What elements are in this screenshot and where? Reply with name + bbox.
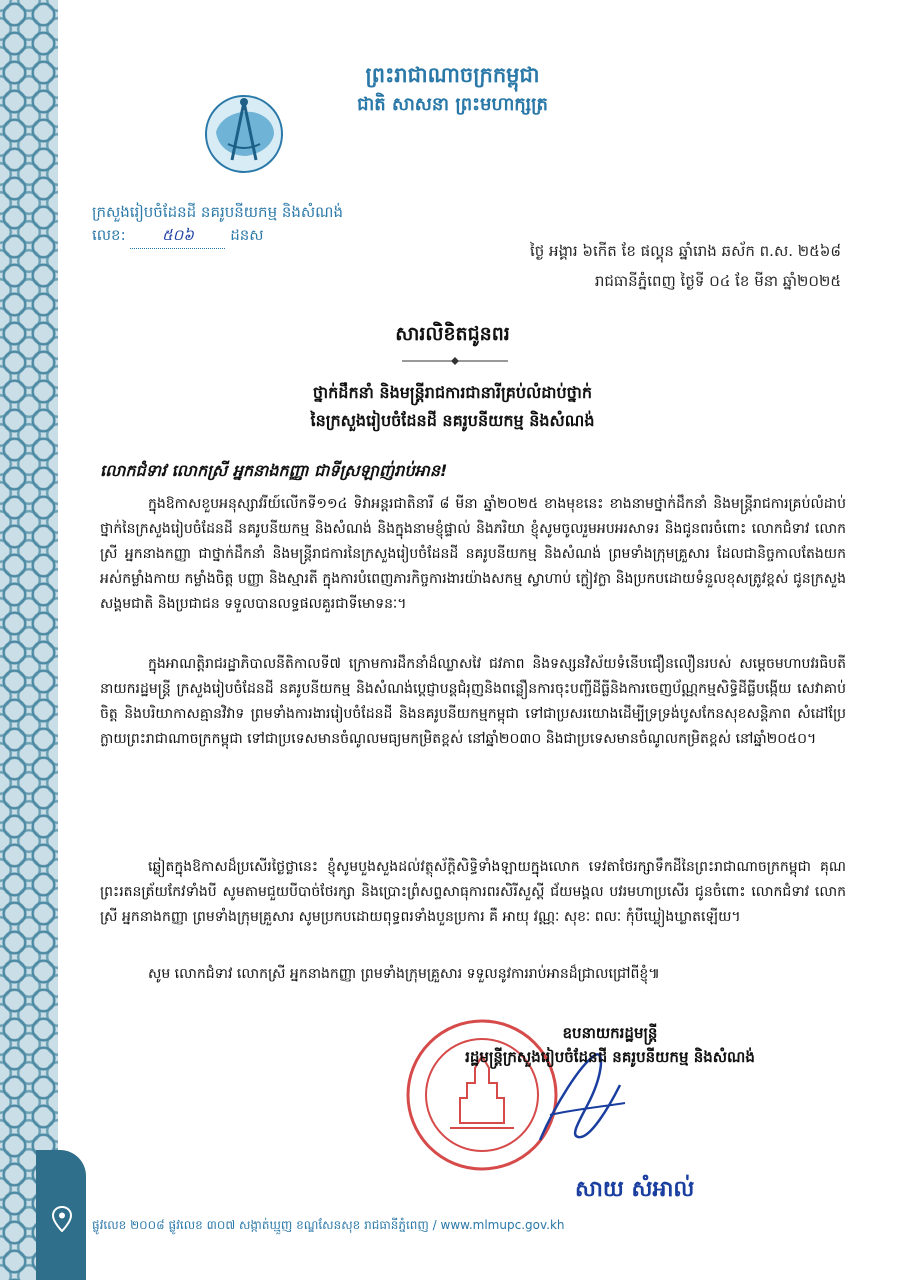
solar-date: រាជធានីភ្នំពេញ ថ្ងៃទី ០៤ ខែ មីនា ឆ្នាំ២០២៥ xyxy=(594,272,841,290)
reference-prefix: លេខ: xyxy=(92,226,126,244)
reference-suffix: ដនស xyxy=(230,226,264,244)
location-pin-icon xyxy=(52,1206,72,1232)
salutation: លោកជំទាវ លោកស្រី អ្នកនាងកញ្ញា ជាទីស្រឡាញ់រាប់អាន! xyxy=(100,461,448,480)
body-paragraph-4: សូម លោកជំទាវ លោកស្រី អ្នកនាងកញ្ញា ព្រមទាំងក្រុមគ្រួសារ ទទួលនូវការរាប់អានដ៏ជ្រាលជ្រៅពីខ្ញុំ៕ xyxy=(148,966,660,982)
signatory-title-2: រដ្ឋមន្ត្រីក្រសួងរៀបចំដែនដី នគរូបនីយកម្ម និងសំណង់ xyxy=(465,1048,755,1066)
recipient-line-1: ថ្នាក់ដឹកនាំ និងមន្ត្រីរាជការជានារីគ្រប់លំដាប់ថ្នាក់ xyxy=(312,383,593,402)
kingdom-heading: ព្រះរាជាណាចក្រកម្ពុជា xyxy=(365,63,540,87)
recipient-line-2: នៃក្រសួងរៀបចំដែនដី នគរូបនីយកម្ម និងសំណង់ xyxy=(310,411,595,430)
letter-title: សារលិខិតជូនពរ xyxy=(395,323,510,345)
decorative-border-strip xyxy=(0,0,58,1280)
ministry-name: ក្រសួងរៀបចំដែនដី នគរូបនីយកម្ម និងសំណង់ xyxy=(92,203,344,221)
footer-address: ផ្លូវលេខ ២០០៨ ផ្លូវលេខ ៣០៧ សង្កាត់ឃ្មួញ ខណ្ឌសែនសុខ រាជធានីភ្នំពេញ / www.mlmupc.gov.kh xyxy=(92,1218,565,1232)
signatory-name: សាយ សំអាល់ xyxy=(575,1177,695,1202)
title-divider xyxy=(400,356,510,366)
reference-number xyxy=(92,226,264,249)
lunar-date: ថ្ងៃ អង្គារ ៦កើត ខែ ផល្គុន ឆ្នាំរោង ឆស័ក ព.ស. ២៥៦៨ xyxy=(530,242,841,260)
body-paragraph-2: ក្នុងអាណត្តិរាជរដ្ឋាភិបាលនីតិកាលទី៧ ក្រោមការដឹកនាំដ៏ឈ្លាសវៃ ជវភាព និងទស្សនវិស័យទំនើបជឿនលឿនរបស់ សម្តេចមហាបវរធិបតី នាយករដ្ឋមន្ត្រី ក្រសួងរៀបចំដែនដី នគរូបនីយកម្ម និងសំណង់ប្តេជ្ញាបន្តជំរុញនិងពន្លឿនការចុះបញ្ជីដីធ្លីនិងការចេញប័ណ្ណកម្មសិទ្ធិដីធ្លីបង្កើយ សេវាគាប់ចិត្ត និងបរិយាកាសគ្មានវិវាទ ព្រមទាំងការងាររៀបចំដែនដី និងនគរូបនីយកម្មកម្ពុជា ទៅជាប្រសរយោងដើម្បីទ្រទ្រង់បូសកែនសុខសន្តិភាព សំដៅប្រែក្លាយព្រះរាជាណាចក្រកម្ពុជា ទៅជាប្រទេសមានចំណូលមធ្យមកម្រិតខ្ពស់ នៅឆ្នាំ២០៣០ និងជាប្រទេសមានចំណូលកម្រិតខ្ពស់ នៅឆ្នាំ២០៥០។ xyxy=(100,656,846,747)
ministry-logo xyxy=(198,88,290,180)
national-motto: ជាតិ សាសនា ព្រះមហាក្សត្រ xyxy=(357,94,548,115)
body-paragraph-3: ឆ្លៀតក្នុងឱកាសដ៏ប្រសើរថ្ងៃថ្លានេះ ខ្ញុំសូមបួងសួងដល់វត្ថុស័ក្តិសិទ្ធិទាំងឡាយក្នុងលោក ទេវតាថែរក្សាទឹកដីនៃព្រះរាជាណាចក្រកម្ពុជា គុណព្រះរតនត្រ័យកែវទាំងបី សូមតាមជួយបីបាច់ថែរក្សា និងប្រោះព្រំសព្ទសាធុការពរសិរីសួស្តី ជ័យមង្គល បវរមហាប្រសើរ ជូនចំពោះ លោកជំទាវ លោកស្រី អ្នកនាងកញ្ញា ព្រមទាំងក្រុមគ្រួសារ សូមប្រកបដោយពុទ្ធពរទាំងបួនប្រការ គឺ អាយុ វណ្ណៈ សុខៈ ពលៈ កុំបីឃ្លៀងឃ្លាតឡើយ។ xyxy=(100,859,846,925)
signatory-title-1: ឧបនាយករដ្ឋមន្ត្រី xyxy=(562,1024,658,1042)
body-paragraph-1: ក្នុងឱកាសខួបអនុស្សាវរីយ៍លើកទី១១៤ ទិវាអន្តរជាតិនារី ៨ មីនា ឆ្នាំ២០២៥ ខាងមុខនេះ ខាងនាមថ្នាក់ដឹកនាំ និងមន្ត្រីរាជការគ្រប់លំដាប់ថ្នាក់នៃក្រសួងរៀបចំដែនដី នគរូបនីយកម្ម និងសំណង់ និងក្នុងនាមខ្ញុំផ្ទាល់ និងភរិយា ខ្ញុំសូមចូលរួមអបអរសាទរ និងជូនពរចំពោះ លោកជំទាវ លោកស្រី អ្នកនាងកញ្ញា ជាថ្នាក់ដឹកនាំ និងមន្ត្រីរាជការនៃក្រសួងរៀបចំដែនដី នគរូបនីយកម្ម និងសំណង់ ព្រមទាំងក្រុមគ្រួសារ ដែលជានិច្ចកាលតែងយកអស់កម្លាំងកាយ កម្លាំងចិត្ត បញ្ញា និងស្មារតី ក្នុងការបំពេញភារកិច្ចការងារយ៉ាងសកម្ម ស្វាហាប់ ក្លៀវក្លា និងប្រកបដោយទំនួលខុសត្រូវខ្ពស់ ជូនក្រសួង សង្គមជាតិ និងប្រជាជន ទទួលបានលទ្ធផលគួរជាទីមោទនៈ។ xyxy=(100,496,846,612)
reference-value: ៥០៦ xyxy=(130,226,225,249)
